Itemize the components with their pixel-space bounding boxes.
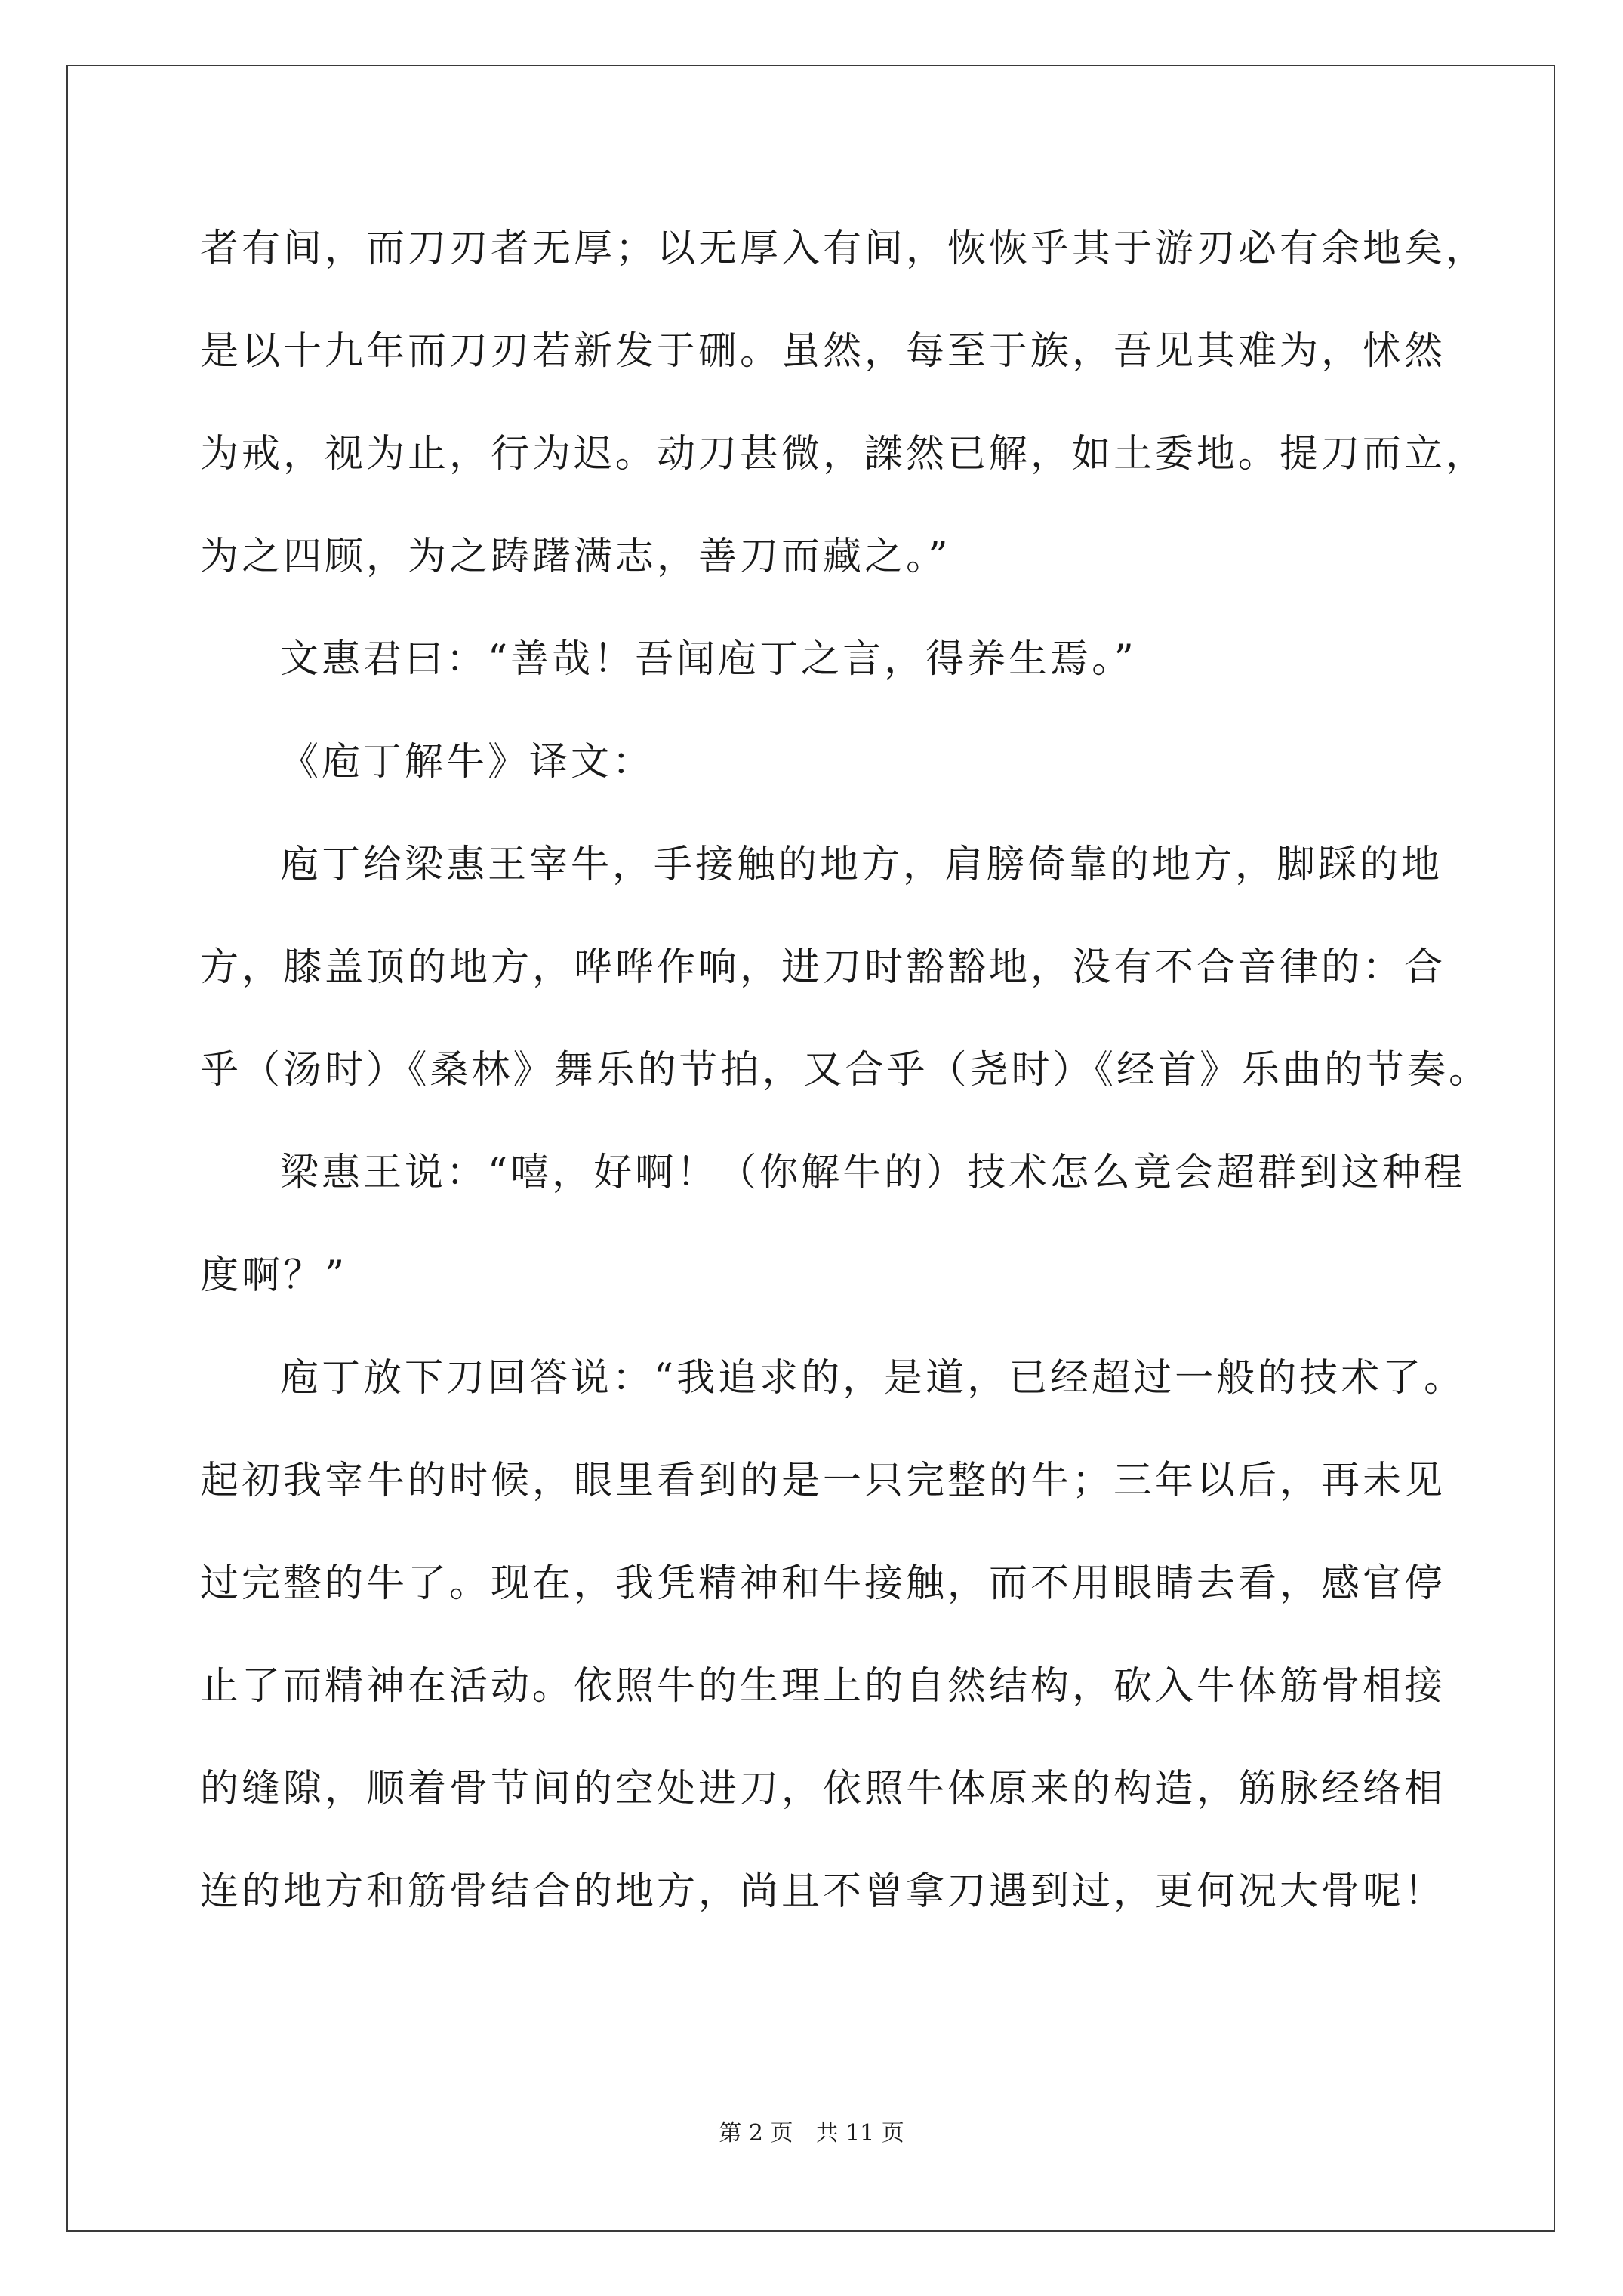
section-heading: 《庖丁解牛》译文： bbox=[280, 740, 654, 784]
text-line: 过完整的牛了。现在，我凭精神和牛接触，而不用眼睛去看，感官停 bbox=[200, 1561, 1446, 1606]
text-line: 梁惠王说：“嘻，好啊！（你解牛的）技术怎么竟会超群到这种程 bbox=[280, 1151, 1466, 1195]
text-line: 者有间，而刀刃者无厚；以无厚入有间，恢恢乎其于游刃必有余地矣， bbox=[200, 227, 1488, 271]
text-line: 起初我宰牛的时候，眼里看到的是一只完整的牛；三年以后，再未见 bbox=[200, 1459, 1446, 1503]
text-line: 庖丁放下刀回答说：“我追求的，是道，已经超过一般的技术了。 bbox=[280, 1356, 1466, 1401]
text-line: 度啊？” bbox=[200, 1253, 348, 1298]
text-line: 方，膝盖顶的地方，哗哗作响，进刀时豁豁地，没有不合音律的：合 bbox=[200, 945, 1446, 990]
text-line: 为戒，视为止，行为迟。动刀甚微，謋然已解，如土委地。提刀而立， bbox=[200, 432, 1488, 476]
text-line: 庖丁给梁惠王宰牛，手接触的地方，肩膀倚靠的地方，脚踩的地 bbox=[280, 843, 1443, 887]
page-number-footer: 第 2 页 共 11 页 bbox=[719, 2120, 904, 2147]
text-line: 是以十九年而刀刃若新发于硎。虽然，每至于族，吾见其难为，怵然 bbox=[200, 329, 1446, 374]
document-body bbox=[200, 198, 1491, 1943]
text-line: 的缝隙，顺着骨节间的空处进刀，依照牛体原来的构造，筋脉经络相 bbox=[200, 1767, 1446, 1811]
text-line: 乎（汤时）《桑林》舞乐的节拍，又合乎（尧时）《经首》乐曲的节奏。 bbox=[200, 1048, 1491, 1093]
text-line: 文惠君曰：“善哉！吾闻庖丁之言，得养生焉。” bbox=[280, 637, 1137, 682]
text-line: 止了而精神在活动。依照牛的生理上的自然结构，砍入牛体筋骨相接 bbox=[200, 1664, 1446, 1709]
text-line: 连的地方和筋骨结合的地方，尚且不曾拿刀遇到过，更何况大骨呢！ bbox=[200, 1869, 1446, 1914]
text-line: 为之四顾，为之踌躇满志，善刀而藏之。” bbox=[200, 535, 951, 579]
